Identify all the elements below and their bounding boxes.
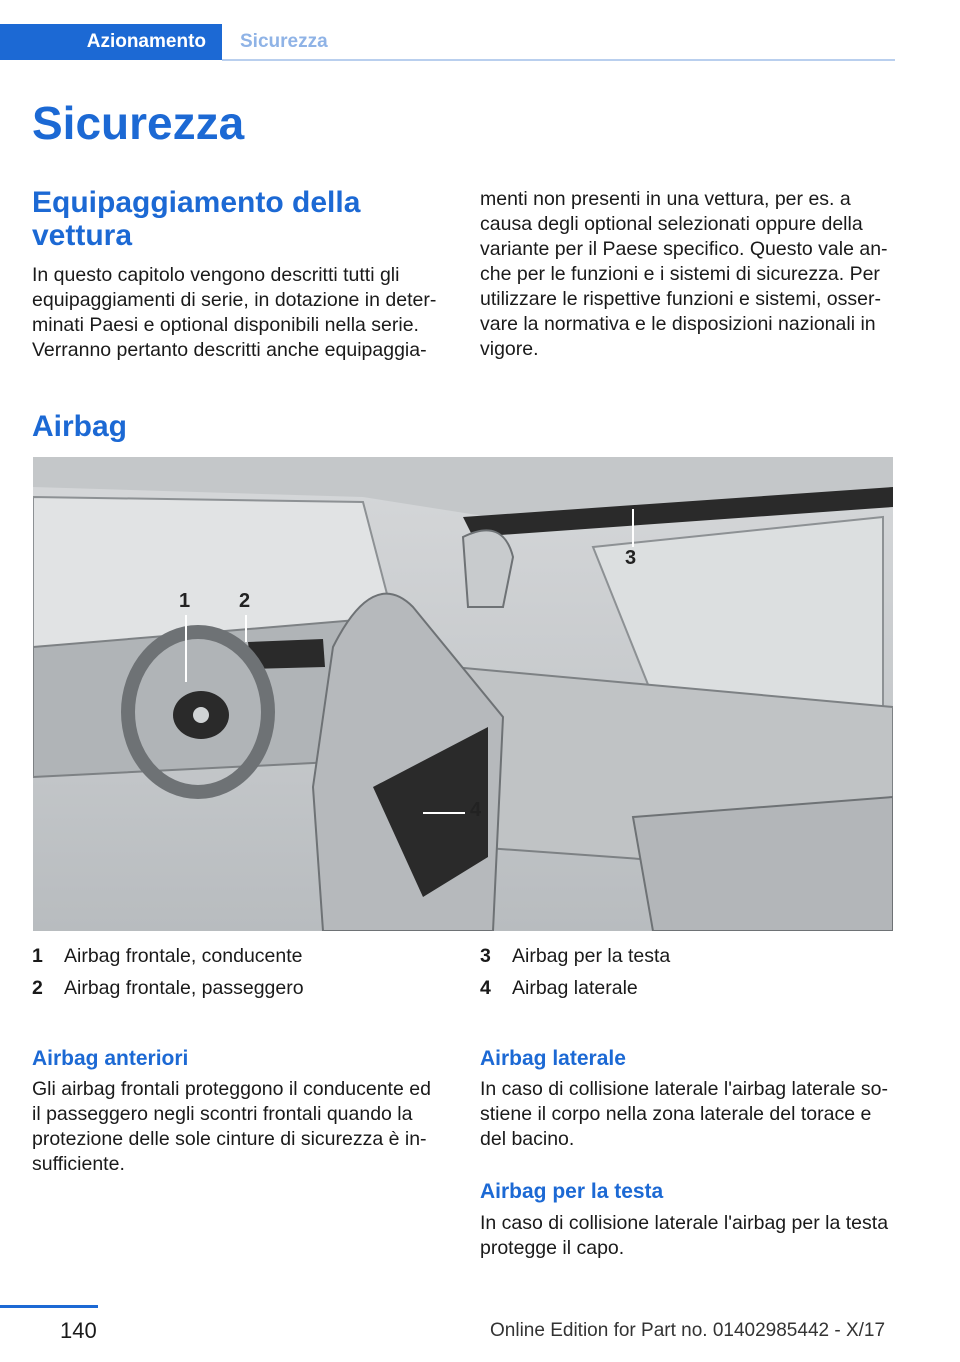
text-line: In questo capitolo vengono descritti tutti gli	[32, 264, 400, 286]
legend-item	[32, 945, 303, 968]
equipment-text-col1	[32, 263, 452, 363]
legend-number: 4	[480, 977, 491, 999]
legend-item	[480, 945, 670, 968]
legend-item	[480, 977, 638, 1000]
legend-item	[32, 977, 304, 1000]
subheading-head-airbag: Airbag per la testa	[480, 1180, 664, 1203]
text-line: variante per il Paese specifico. Questo vale an-	[480, 238, 888, 260]
legend-number: 2	[32, 977, 43, 999]
header-tabs	[0, 0, 895, 62]
legend-text: Airbag frontale, conducente	[64, 945, 303, 967]
text-line: equipaggiamenti di serie, in dotazione in deter-	[32, 289, 437, 311]
legend-number: 3	[480, 945, 491, 967]
text-line: vigore.	[480, 338, 539, 360]
text-line: il passeggero negli scontri frontali quando la	[32, 1103, 413, 1125]
header-divider	[222, 59, 895, 61]
subheading-front-airbags: Airbag anteriori	[32, 1047, 189, 1070]
chapter-title: Sicurezza	[32, 97, 245, 149]
text-line: vare la normativa e le disposizioni nazionali in	[480, 313, 876, 335]
figure-label-2: 2	[239, 590, 251, 612]
front-airbags-text	[32, 1077, 452, 1177]
text-line: utilizzare le rispettive funzioni e sistemi, osser-	[480, 288, 881, 310]
subheading-side-airbag: Airbag laterale	[480, 1047, 626, 1070]
section-heading-equipment: Equipaggiamento della vettura	[32, 186, 361, 252]
text-line: minati Paesi e optional disponibili nella serie.	[32, 314, 419, 336]
page-number-rule	[0, 1305, 98, 1308]
text-line: Gli airbag frontali proteggono il conducente ed	[32, 1078, 431, 1100]
text-line: In caso di collisione laterale l'airbag laterale so-	[480, 1078, 889, 1100]
page-number: 140	[60, 1318, 97, 1343]
tab-sicurezza[interactable]: Sicurezza	[240, 31, 328, 52]
text-line: che per le funzioni e i sistemi di sicurezza. Per	[480, 263, 880, 285]
text-line: sufficiente.	[32, 1153, 125, 1175]
legend-text: Airbag frontale, passeggero	[64, 977, 304, 999]
text-line: causa degli optional selezionati oppure della	[480, 213, 863, 235]
text-line: In caso di collisione laterale l'airbag per la testa	[480, 1212, 889, 1234]
figure-label-4: 4	[470, 799, 482, 821]
text-line: stiene il corpo nella zona laterale del torace e	[480, 1103, 872, 1125]
text-line: menti non presenti in una vettura, per es. a	[480, 188, 851, 210]
text-line: del bacino.	[480, 1128, 575, 1150]
edition-footer: Online Edition for Part no. 01402985442 - X/17	[490, 1320, 886, 1341]
section-heading-airbag: Airbag	[32, 410, 128, 443]
figure-label-3: 3	[625, 547, 637, 569]
text-line: protezione delle sole cinture di sicurezza è in-	[32, 1128, 427, 1150]
car-interior-drawing	[33, 457, 893, 931]
legend-number: 1	[32, 945, 43, 967]
text-line: Verranno pertanto descritti anche equipaggia-	[32, 339, 427, 361]
head-airbag-text	[480, 1211, 900, 1261]
side-airbag-text	[480, 1077, 900, 1152]
legend-text: Airbag per la testa	[512, 945, 671, 967]
text-line: protegge il capo.	[480, 1237, 625, 1259]
tab-azionamento[interactable]: Azionamento	[0, 24, 222, 60]
equipment-text-col2	[480, 187, 900, 362]
airbag-illustration	[33, 457, 893, 931]
figure-label-1: 1	[179, 590, 191, 612]
legend-text: Airbag laterale	[512, 977, 638, 999]
